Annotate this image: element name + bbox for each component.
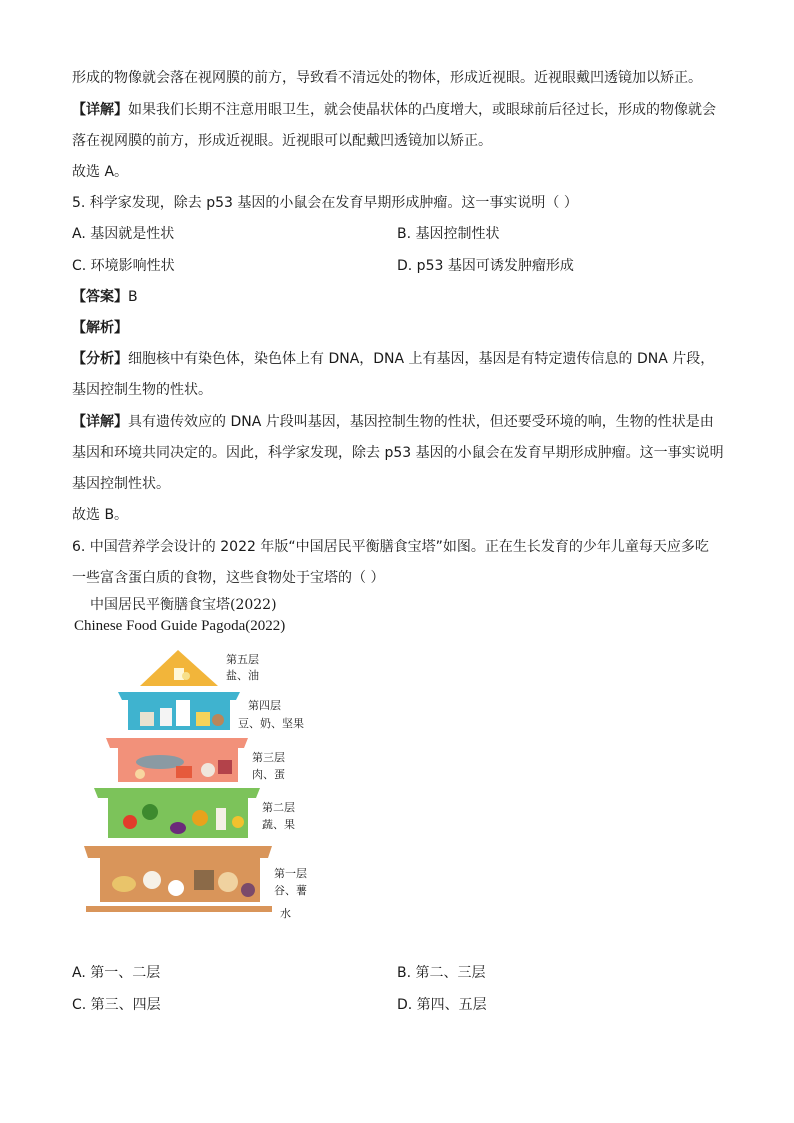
pagoda-title-cn: 中国居民平衡膳食宝塔(2022): [90, 597, 277, 613]
q5-analysis-tag: 【解析】: [72, 320, 128, 336]
answer-tag: 【答案】: [72, 289, 128, 305]
tier-5-name: 第五层: [226, 653, 259, 666]
tier-1-name: 第一层: [274, 867, 307, 880]
tier-5-foods: 盐、油: [226, 669, 259, 682]
q5-detail-line-2: 基因和环境共同决定的。因此，科学家发现，除去 p53 基因的小鼠会在发育早期形成肿瘤。这一事实说明: [72, 445, 724, 461]
q4-choice: 故选 A。: [72, 164, 129, 180]
pagoda-tier-2: [94, 788, 260, 838]
detail-tag: 【详解】: [72, 414, 128, 430]
pagoda-tier-1: [84, 846, 272, 902]
q5-analysis-line-2: 基因控制生物的性状。: [72, 382, 212, 398]
pagoda-tier-5: [140, 650, 218, 686]
tier-4-foods: 豆、奶、坚果: [238, 717, 304, 730]
q5-stem: 5. 科学家发现，除去 p53 基因的小鼠会在发育早期形成肿瘤。这一事实说明（ ）: [72, 195, 578, 211]
q4-detail-line-2: 落在视网膜的前方，形成近视眼。近视眼可以配戴凹透镜加以矫正。: [72, 133, 492, 149]
tier-2-foods: 蔬、果: [262, 818, 295, 831]
pagoda-tier-4: [118, 692, 240, 730]
q5-option-d: D. p53 基因可诱发肿瘤形成: [397, 258, 574, 274]
answer-value: B: [128, 289, 138, 305]
q5-option-a: A. 基因就是性状: [72, 226, 175, 242]
analysis-head-tag: 【分析】: [72, 351, 128, 367]
q6-stem-line-2: 一些富含蛋白质的食物，这些食物处于宝塔的（ ）: [72, 570, 385, 586]
water-label: 水: [280, 907, 291, 920]
pagoda-water-base: [86, 906, 272, 912]
q5-option-b: B. 基因控制性状: [397, 226, 500, 242]
q6-option-c: C. 第三、四层: [72, 997, 161, 1013]
tier-2-name: 第二层: [262, 801, 295, 814]
pagoda-title-en: Chinese Food Guide Pagoda(2022): [74, 618, 286, 634]
detail-text: 具有遗传效应的 DNA 片段叫基因，基因控制生物的性状，但还要受环境的响，生物的性状是由: [128, 414, 714, 430]
detail-tag: 【详解】: [72, 102, 128, 118]
tier-3-name: 第三层: [252, 751, 285, 764]
detail-text: 如果我们长期不注意用眼卫生，就会使晶状体的凸度增大，或眼球前后径过长，形成的物像就会: [128, 102, 716, 118]
tier-3-foods: 肉、蛋: [252, 768, 285, 781]
pagoda-tier-3: [106, 738, 248, 782]
q5-choice: 故选 B。: [72, 507, 129, 523]
q6-option-b: B. 第二、三层: [397, 965, 486, 981]
q6-option-a: A. 第一、二层: [72, 965, 161, 981]
q6-stem-line-1: 6. 中国营养学会设计的 2022 年版“中国居民平衡膳食宝塔”如图。正在生长发育的少年儿童每天应多吃: [72, 539, 709, 555]
q5-detail-line-3: 基因控制性状。: [72, 476, 170, 492]
tier-4-name: 第四层: [248, 699, 281, 712]
q5-option-c: C. 环境影响性状: [72, 258, 175, 274]
paragraph-top: 形成的物像就会落在视网膜的前方，导致看不清远处的物体，形成近视眼。近视眼戴凹透镜加以矫正。: [72, 70, 702, 86]
q6-option-d: D. 第四、五层: [397, 997, 487, 1013]
tier-1-foods: 谷、薯: [274, 884, 307, 897]
analysis-text: 细胞核中有染色体，染色体上有 DNA，DNA 上有基因，基因是有特定遗传信息的 DNA 片段，: [128, 351, 715, 367]
